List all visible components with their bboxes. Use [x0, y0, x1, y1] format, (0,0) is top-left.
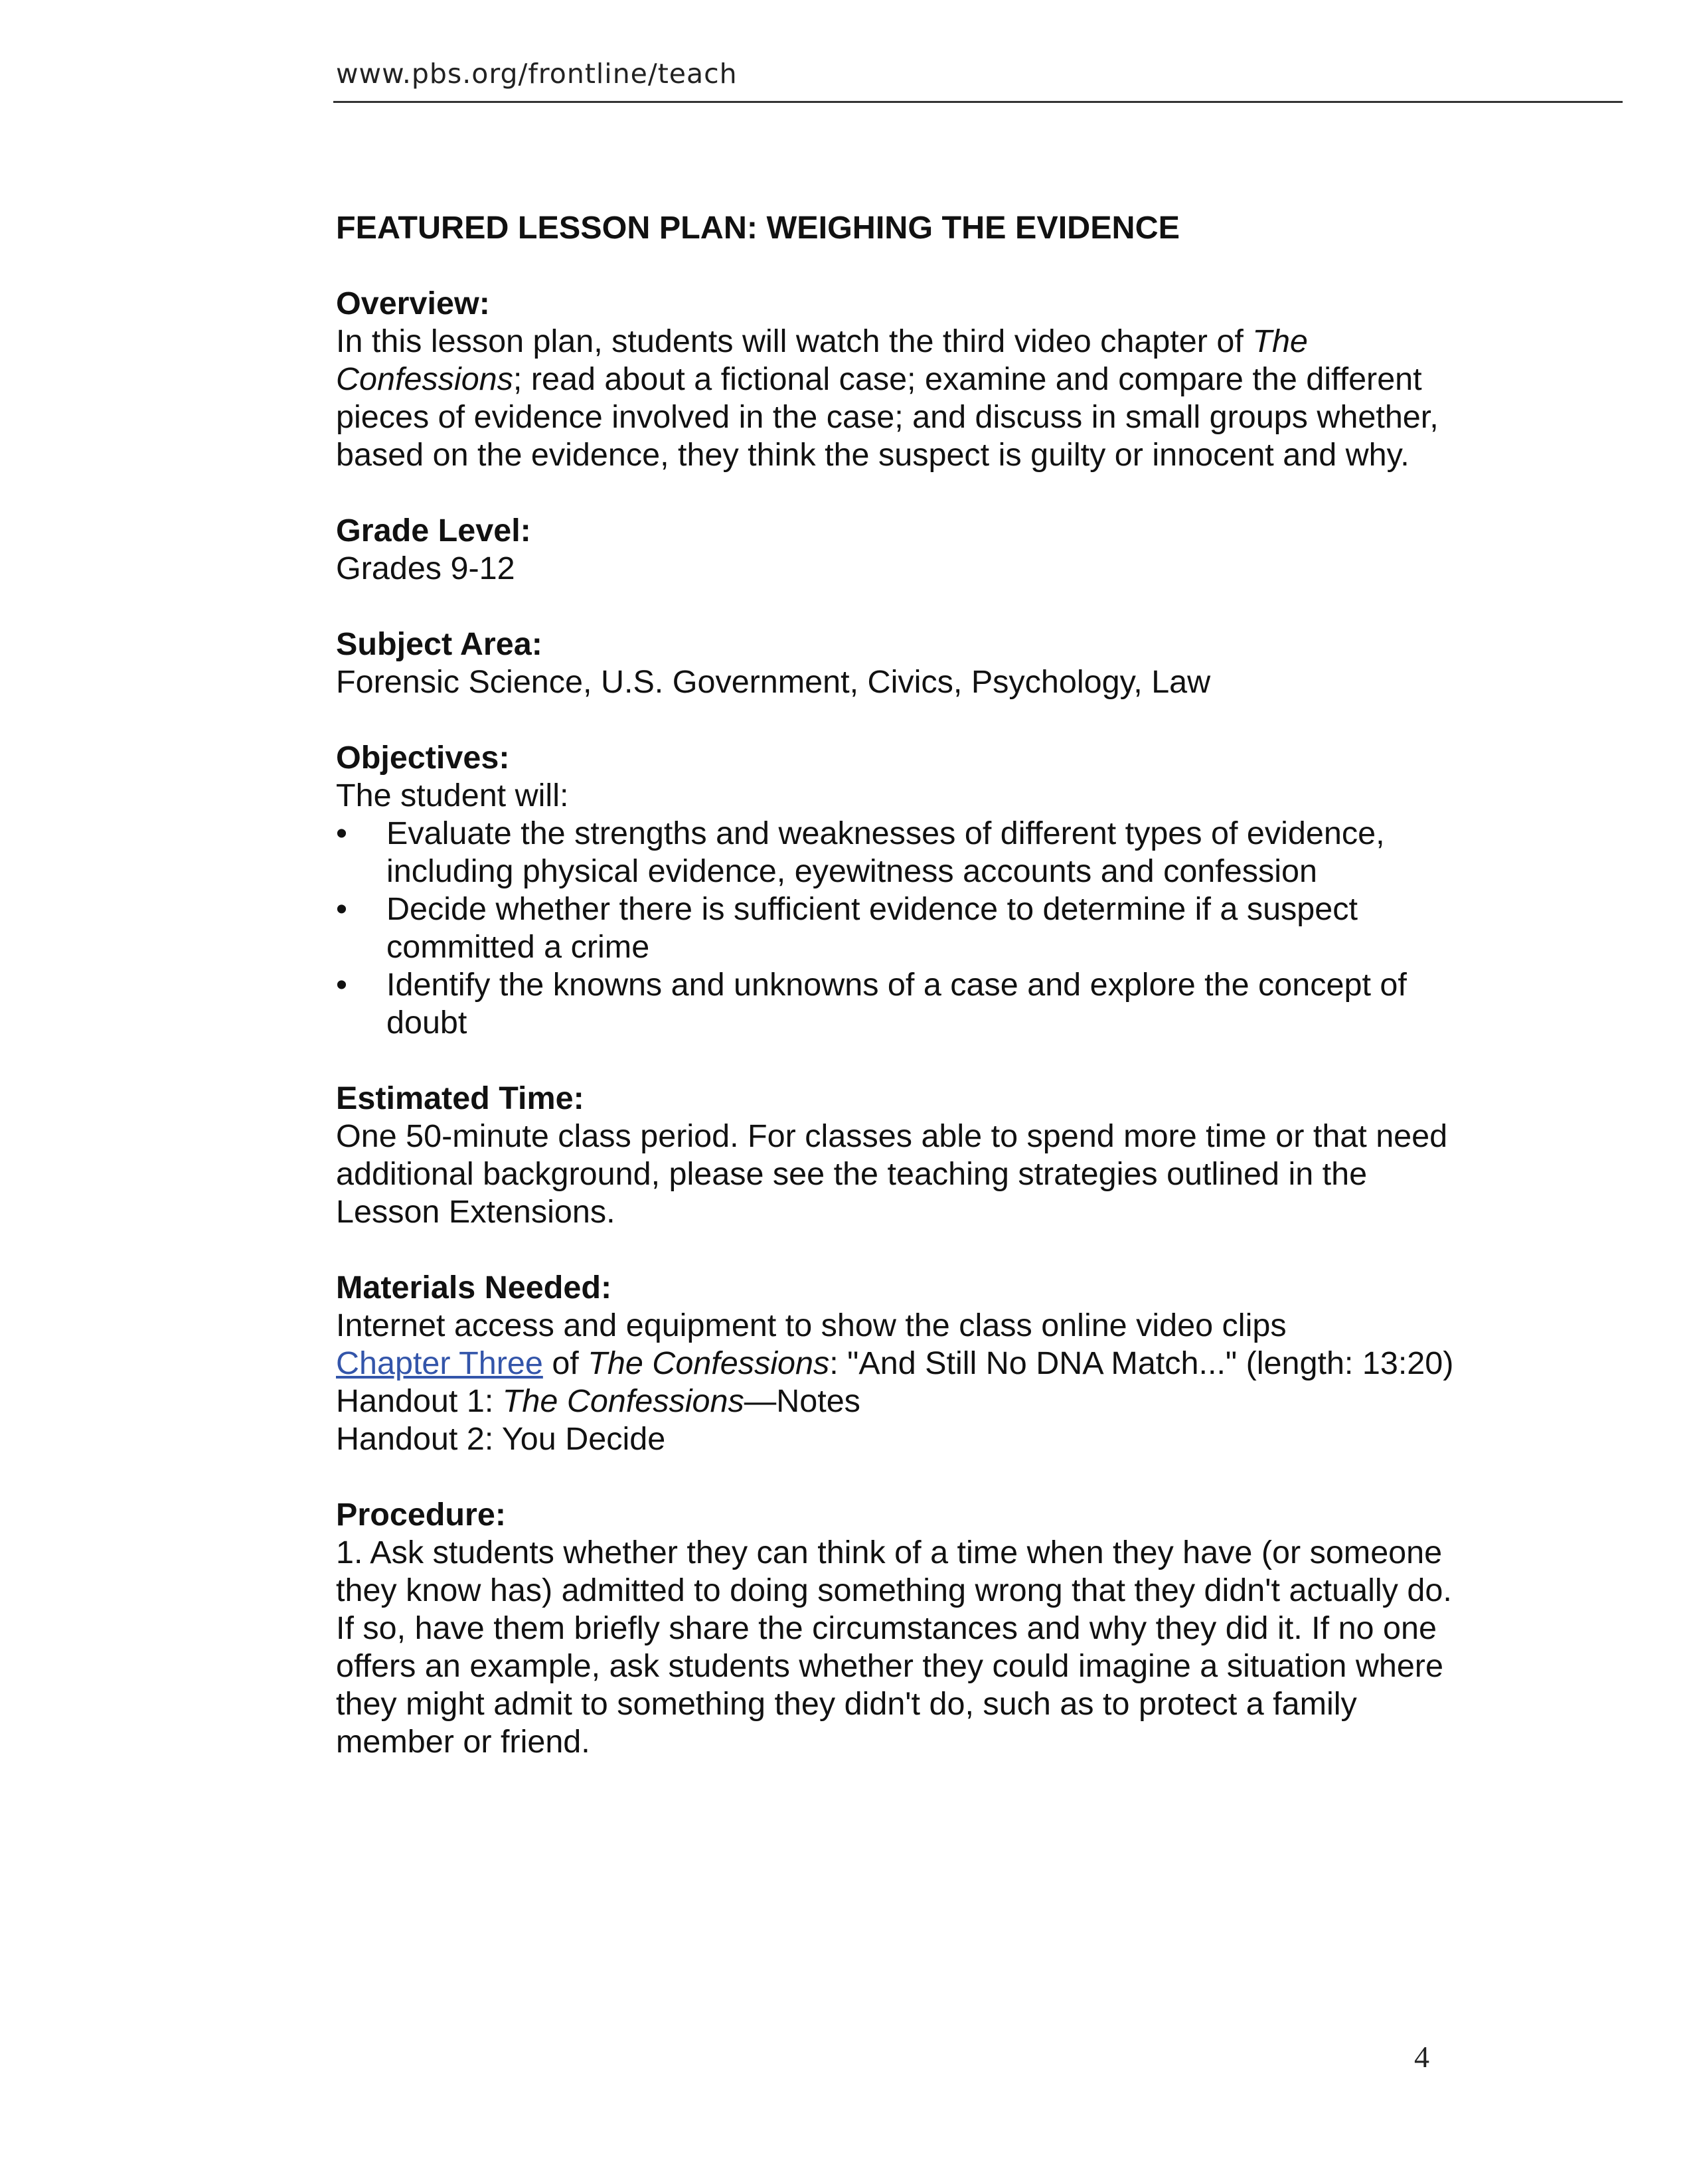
estimated-time-heading: Estimated Time:: [336, 1080, 584, 1116]
materials-line-1: Internet access and equipment to show the class online video clips: [336, 1307, 1287, 1343]
bullet-icon: •: [336, 815, 347, 851]
header-url: www.pbs.org/frontline/teach: [336, 58, 738, 90]
lesson-plan-body: [336, 209, 1478, 1799]
materials-film-title: The Confessions: [588, 1345, 830, 1381]
page-number: 4: [1414, 2040, 1429, 2074]
list-item: [336, 890, 1478, 966]
objectives-list: [336, 815, 1478, 1042]
objectives-intro: The student will:: [336, 778, 569, 813]
materials-clip-line: [336, 1345, 1478, 1383]
subject-area-text: Forensic Science, U.S. Government, Civics, Psychology, Law: [336, 664, 1211, 700]
materials-handout-1: [336, 1383, 1478, 1420]
list-item: [336, 815, 1478, 890]
materials-heading: Materials Needed:: [336, 1270, 612, 1305]
header-divider: [333, 101, 1623, 103]
overview-section: [336, 285, 1478, 474]
objectives-section: [336, 739, 1478, 1042]
estimated-time-text: One 50-minute class period. For classes able to spend more time or that need additional background, please see the teaching strategies outlined in the Lesson Extensions.: [336, 1118, 1448, 1230]
overview-film-title: The Confessions: [336, 323, 1308, 397]
grade-level-heading: Grade Level:: [336, 513, 531, 548]
overview-heading: Overview:: [336, 286, 490, 321]
handout-1-title: The Confessions: [502, 1383, 744, 1419]
objective-text: Identify the knowns and unknowns of a case and explore the concept of doubt: [386, 967, 1407, 1041]
objective-text: Evaluate the strengths and weaknesses of different types of evidence, including physical evidence, eyewitness accounts and confession: [386, 815, 1385, 889]
materials-of: of: [542, 1345, 588, 1381]
objective-text: Decide whether there is sufficient evidence to determine if a suspect committed a crime: [386, 891, 1358, 965]
handout-1-suffix: —Notes: [744, 1383, 860, 1419]
subject-area-heading: Subject Area:: [336, 626, 542, 662]
procedure-section: [336, 1496, 1478, 1761]
list-item: [336, 966, 1478, 1042]
procedure-heading: Procedure:: [336, 1497, 507, 1533]
page-title: FEATURED LESSON PLAN: WEIGHING THE EVIDENCE: [336, 210, 1180, 246]
materials-clip-info: : "And Still No DNA Match..." (length: 13:20): [829, 1345, 1454, 1381]
estimated-time-section: [336, 1080, 1478, 1231]
subject-area-section: [336, 626, 1478, 701]
grade-level-text: Grades 9-12: [336, 550, 515, 586]
materials-section: [336, 1269, 1478, 1458]
bullet-icon: •: [336, 891, 347, 927]
procedure-step-1: 1. Ask students whether they can think of a time when they have (or someone they know has) admitted to doing something wrong that they didn't actually do. If so, have them briefly share the circumstances and why they did it. If no one offers an example, ask students whether they could imagine a situation where they might admit to something they didn't do, such as to protect a family member or friend.: [336, 1535, 1452, 1760]
handout-1-prefix: Handout 1:: [336, 1383, 503, 1419]
chapter-three-link[interactable]: Chapter Three: [336, 1345, 543, 1381]
overview-text-part2: ; read about a fictional case; examine and compare the different pieces of evidence involved in the case; and discuss in small groups whether, based on the evidence, they think the suspect is guilty or innocent and why.: [336, 361, 1439, 473]
objectives-heading: Objectives:: [336, 740, 510, 776]
materials-handout-2: Handout 2: You Decide: [336, 1421, 666, 1457]
overview-text: [336, 323, 1478, 474]
overview-text-part1: In this lesson plan, students will watch the third video chapter of: [336, 323, 1253, 359]
bullet-icon: •: [336, 967, 347, 1003]
grade-level-section: [336, 512, 1478, 588]
